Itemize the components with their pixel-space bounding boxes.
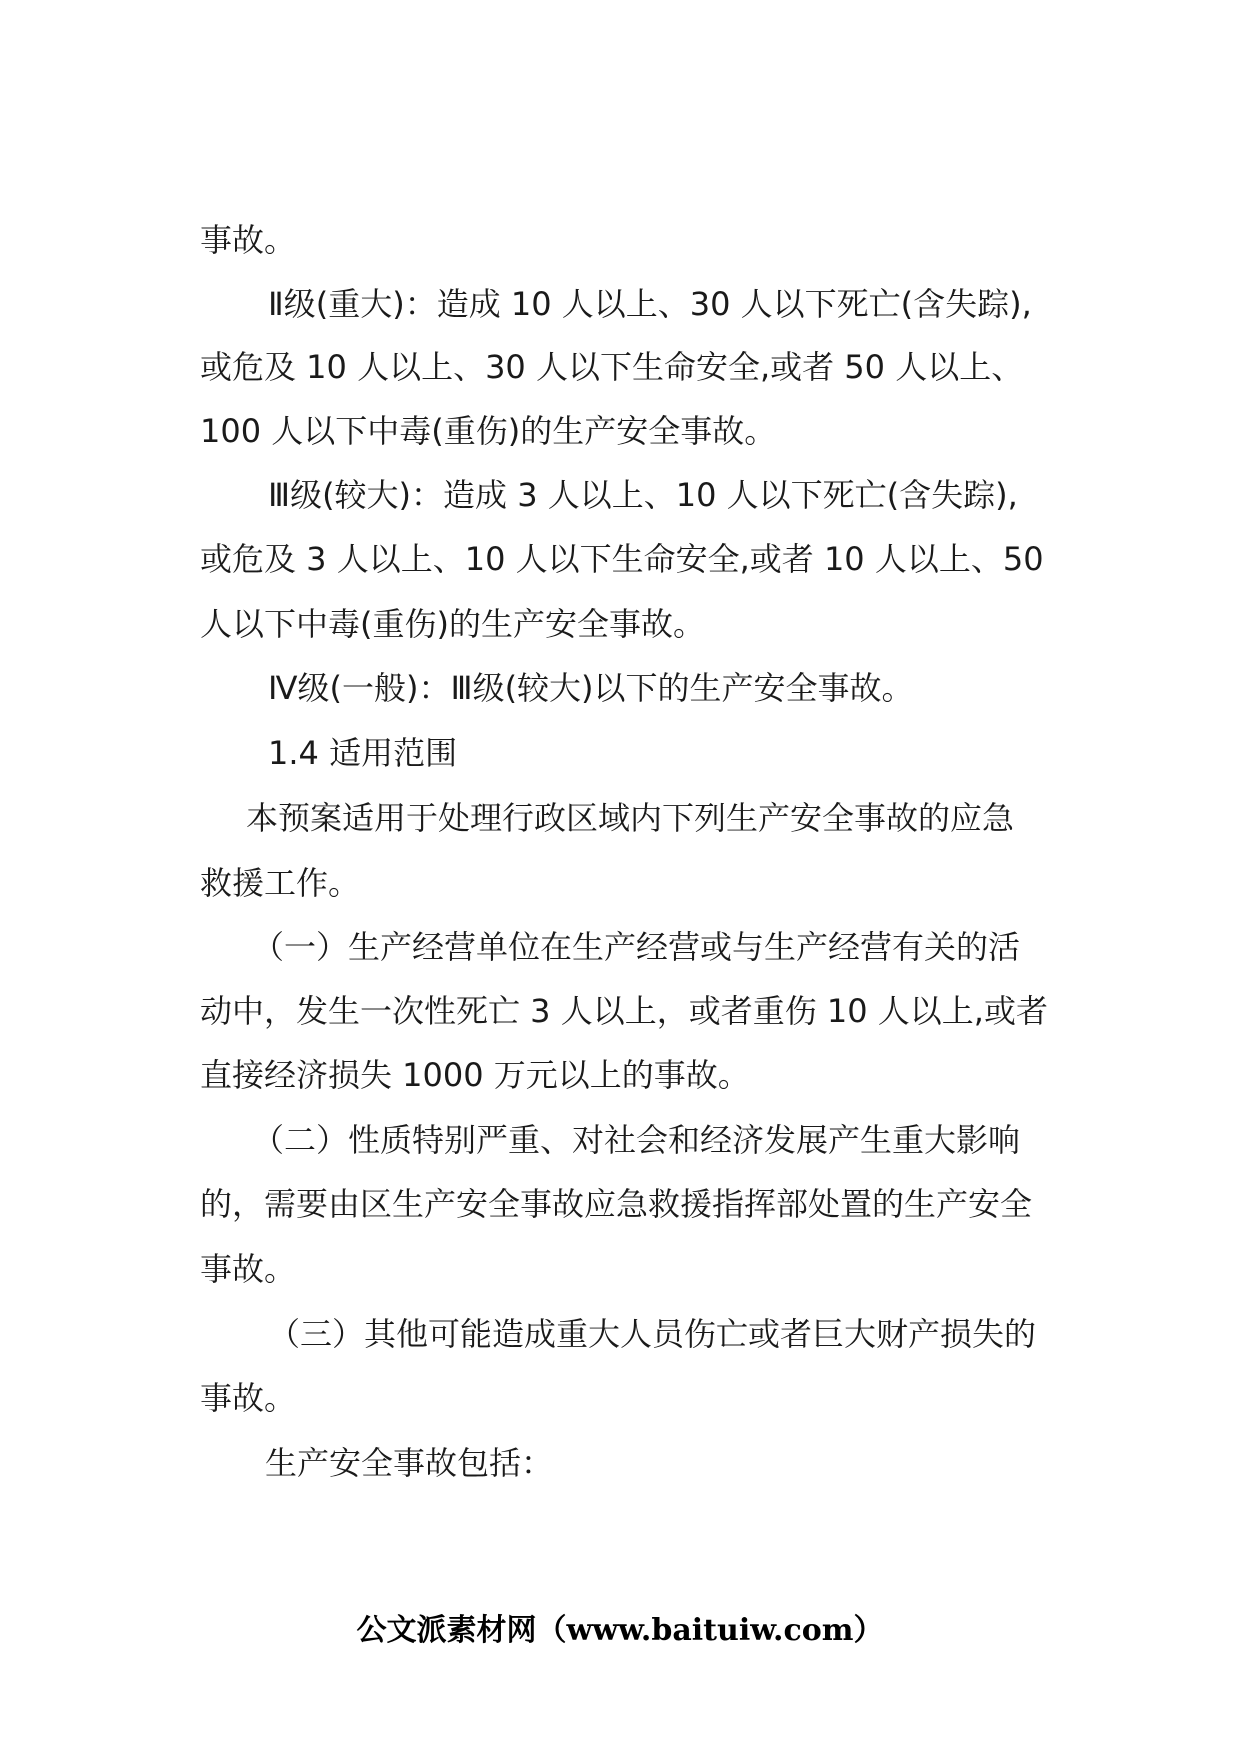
- text-line: 的，需要由区生产安全事故应急救援指挥部处置的生产安全: [200, 1185, 1033, 1223]
- text-line: Ⅳ级(一般)：Ⅲ级(较大)以下的生产安全事故。: [268, 669, 914, 707]
- text-line: 直接经济损失 1000 万元以上的事故。: [200, 1056, 750, 1094]
- text-line: 事故。: [200, 221, 297, 259]
- text-line: 人以下中毒(重伤)的生产安全事故。: [200, 605, 705, 643]
- text-line: 或危及 3 人以上、10 人以下生命安全,或者 10 人以上、50: [200, 540, 1044, 578]
- text-line: 事故。: [200, 1379, 297, 1417]
- text-line: （一）生产经营单位在生产经营或与生产经营有关的活: [252, 928, 1021, 966]
- text-line: Ⅲ级(较大)：造成 3 人以上、10 人以下死亡(含失踪),: [268, 476, 1018, 514]
- section-heading: 1.4 适用范围: [268, 734, 458, 772]
- text-line: 100 人以下中毒(重伤)的生产安全事故。: [200, 412, 777, 450]
- text-line: 动中，发生一次性死亡 3 人以上，或者重伤 10 人以上,或者: [200, 992, 1048, 1030]
- text-line: （二）性质特别严重、对社会和经济发展产生重大影响: [252, 1121, 1021, 1159]
- text-line: （三）其他可能造成重大人员伤亡或者巨大财产损失的: [268, 1315, 1037, 1353]
- text-line: 或危及 10 人以上、30 人以下生命安全,或者 50 人以上、: [200, 348, 1024, 386]
- text-line: Ⅱ级(重大)：造成 10 人以上、30 人以下死亡(含失踪),: [268, 285, 1032, 323]
- text-line: 本预案适用于处理行政区域内下列生产安全事故的应急: [246, 799, 1015, 837]
- text-line: 事故。: [200, 1250, 297, 1288]
- text-line: 生产安全事故包括：: [265, 1444, 554, 1482]
- footer-watermark: 公文派素材网（www.baituiw.com）: [356, 1613, 884, 1648]
- text-line: 救援工作。: [200, 864, 361, 902]
